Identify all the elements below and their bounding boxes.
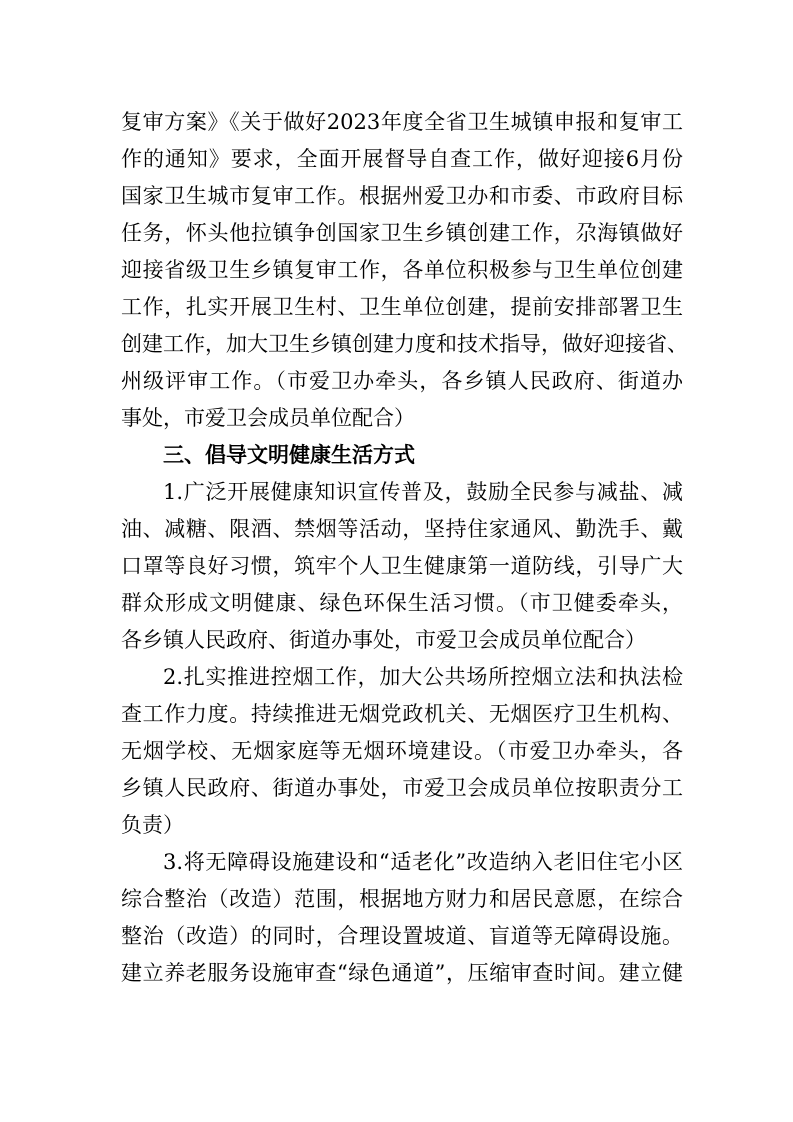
paragraph (121, 844, 683, 992)
text-line: 工作，扎实开展卫生村、卫生单位创建，提前安排部署卫生 (121, 295, 683, 319)
text-line: 群众形成文明健康、绿色环保生活习惯。（市卫健委牵头， (121, 591, 683, 615)
text-line: 无烟学校、无烟家庭等无烟环境建设。（市爱卫办牵头，各 (121, 739, 683, 763)
paragraph (121, 474, 683, 659)
text-line: 乡镇人民政府、街道办事处，市爱卫会成员单位按职责分工 (121, 776, 683, 800)
text-line: 复审方案》《关于做好2023年度全省卫生城镇申报和复审工 (121, 110, 683, 134)
text-line: 国家卫生城市复审工作。根据州爱卫办和市委、市政府目标 (121, 184, 683, 208)
text-line: 创建工作，加大卫生乡镇创建力度和技术指导，做好迎接省、 (121, 332, 688, 356)
text-line: 1.广泛开展健康知识宣传普及，鼓励全民参与减盐、减 (163, 480, 683, 504)
text-line: 综合整治（改造）范围，根据地方财力和居民意愿，在综合 (121, 887, 683, 911)
text-line: 负责） (121, 813, 184, 837)
text-line: 州级评审工作。（市爱卫办牵头，各乡镇人民政府、街道办 (121, 369, 683, 393)
heading-text: 三、倡导文明健康生活方式 (163, 443, 415, 467)
section-heading (121, 437, 683, 474)
text-line: 作的通知》要求，全面开展督导自查工作，做好迎接6月份 (121, 147, 683, 171)
text-line: 迎接省级卫生乡镇复审工作，各单位积极参与卫生单位创建 (121, 258, 683, 282)
document-page (121, 104, 688, 992)
text-line: 油、减糖、限酒、禁烟等活动，坚持住家通风、勤洗手、戴 (121, 517, 683, 541)
text-line: 任务，怀头他拉镇争创国家卫生乡镇创建工作，尕海镇做好 (121, 221, 683, 245)
text-line: 建立养老服务设施审查“绿色通道”，压缩审查时间。建立健 (121, 961, 683, 985)
text-line: 口罩等良好习惯，筑牢个人卫生健康第一道防线，引导广大 (121, 554, 683, 578)
text-line: 事处，市爱卫会成员单位配合） (121, 406, 415, 430)
paragraph (121, 104, 688, 437)
text-line: 各乡镇人民政府、街道办事处，市爱卫会成员单位配合） (121, 628, 646, 652)
text-line: 3.将无障碍设施建设和“适老化”改造纳入老旧住宅小区 (163, 850, 683, 874)
text-line: 查工作力度。持续推进无烟党政机关、无烟医疗卫生机构、 (121, 702, 683, 726)
text-line: 整治（改造）的同时，合理设置坡道、盲道等无障碍设施。 (121, 924, 683, 948)
text-line: 2.扎实推进控烟工作，加大公共场所控烟立法和执法检 (163, 665, 683, 689)
paragraph (121, 659, 683, 844)
